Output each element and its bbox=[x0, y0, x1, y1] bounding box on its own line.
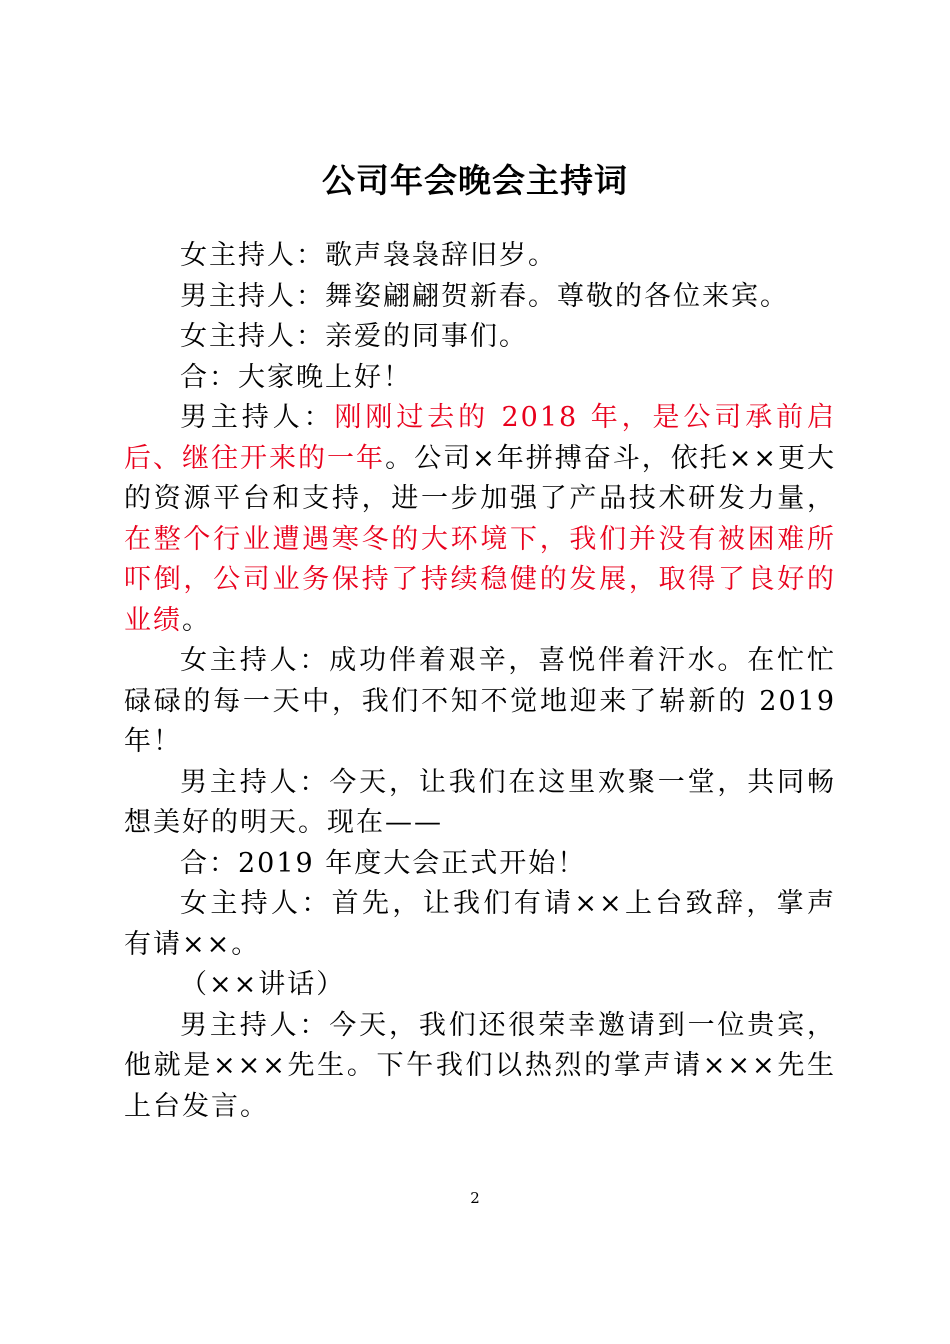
paragraph bbox=[124, 763, 836, 844]
paragraph-text: （××讲话） bbox=[180, 969, 346, 1000]
paragraph-text: 。公司×年拼搏奋斗，依托××更大的资源平台和支持，进一步加强了产品技术研发力量， bbox=[124, 442, 837, 514]
paragraph bbox=[124, 277, 836, 318]
paragraph bbox=[124, 641, 836, 763]
paragraph-text: 男主持人：舞姿翩翩贺新春。尊敬的各位来宾。 bbox=[180, 280, 789, 312]
page-number: 2 bbox=[470, 1189, 480, 1207]
speaker-label: 男主持人： bbox=[180, 402, 335, 433]
paragraph bbox=[124, 1006, 836, 1128]
paragraph-text: 合：大家晚上好！ bbox=[180, 361, 412, 393]
paragraph-text: 男主持人：今天，让我们在这里欢聚一堂，共同畅想美好的明天。现在—— bbox=[124, 766, 836, 838]
paragraph bbox=[124, 965, 836, 1006]
paragraph bbox=[124, 844, 836, 885]
paragraph bbox=[124, 884, 836, 965]
highlighted-text: 刚刚过去的 2018 年，是公司承前启后、继往开来的一年 bbox=[124, 402, 836, 474]
paragraph-text: 女主持人：亲爱的同事们。 bbox=[180, 321, 528, 352]
document-body bbox=[124, 236, 836, 1127]
paragraph bbox=[124, 317, 836, 358]
paragraph-text: 女主持人：歌声袅袅辞旧岁。 bbox=[180, 240, 557, 271]
paragraph-text: 。 bbox=[182, 604, 211, 636]
paragraph bbox=[124, 398, 836, 641]
paragraph-text: 女主持人：首先，让我们有请××上台致辞，掌声有请××。 bbox=[124, 888, 836, 960]
paragraph bbox=[124, 358, 836, 399]
paragraph-text: 女主持人：成功伴着艰辛，喜悦伴着汗水。在忙忙碌碌的每一天中，我们不知不觉地迎来了崭新的 2019 年！ bbox=[124, 645, 836, 757]
paragraph bbox=[124, 236, 836, 277]
paragraph-text: 男主持人：今天，我们还很荣幸邀请到一位贵宾，他就是×××先生。下午我们以热烈的掌声请×××先生上台发言。 bbox=[124, 1009, 836, 1122]
highlighted-text: 在整个行业遭遇寒冬的大环境下，我们并没有被困难所吓倒，公司业务保持了持续稳健的发展，取得了良好的业绩 bbox=[124, 523, 836, 636]
paragraph-text: 合：2019 年度大会正式开始！ bbox=[180, 847, 587, 879]
document-title: 公司年会晚会主持词 bbox=[322, 161, 628, 200]
